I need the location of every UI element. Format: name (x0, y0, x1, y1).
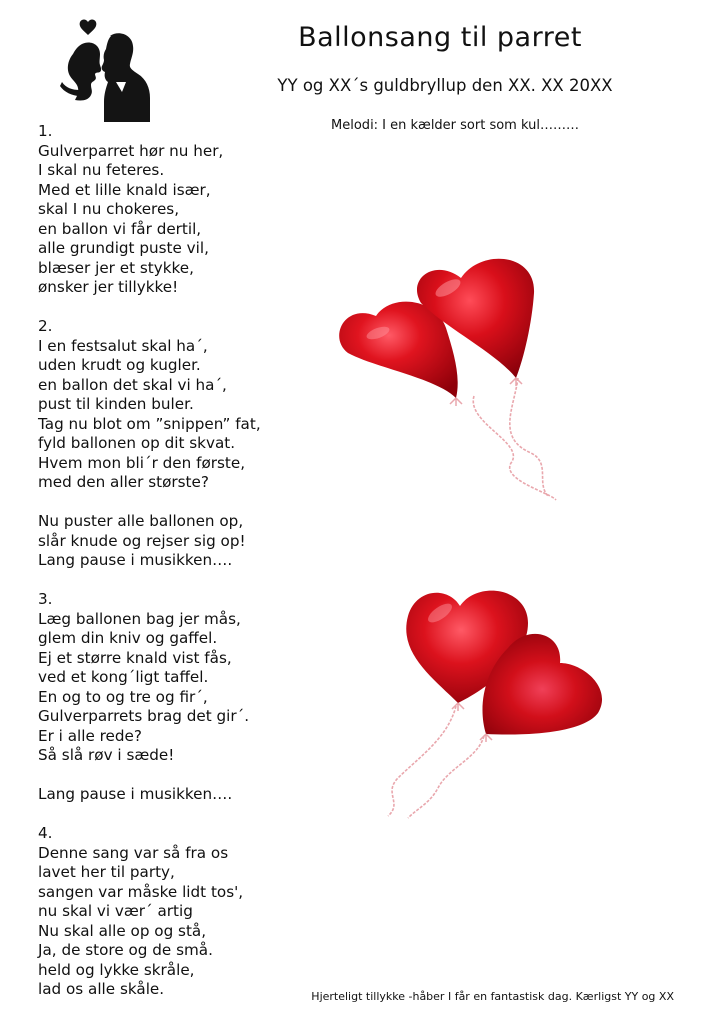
lyric-line: Ja, de store og de små. (38, 941, 213, 959)
lyric-line: Ej et større knald vist fås, (38, 648, 232, 667)
lyric-line: blæser jer et stykke, (38, 258, 194, 277)
lyrics-block (38, 122, 338, 1000)
stanza-gap (38, 571, 338, 591)
stanza-v2 (38, 317, 338, 493)
lyric-line: Tag nu blot om ”snippen” fat, (38, 414, 261, 433)
lyric-line: skal I nu chokeres, (38, 200, 180, 218)
stanza-v4 (38, 824, 338, 1000)
lyric-line: Nu puster alle ballonen op, (38, 512, 244, 530)
lyric-line: Lang pause i musikken…. (38, 785, 233, 803)
lyric-line: sangen var måske lidt tos', (38, 882, 244, 901)
heart-balloons-icon-2 (378, 578, 610, 820)
lyric-line: lavet her til party, (38, 863, 175, 881)
man-silhouette (102, 33, 150, 122)
page-title: Ballonsang til parret (298, 22, 582, 53)
lyric-line: Gulverparret hør nu her, (38, 141, 224, 160)
lyric-line: Lang pause i musikken…. (38, 551, 233, 569)
couple-silhouette-icon (52, 16, 152, 122)
lyric-line: uden krudt og kugler. (38, 356, 201, 374)
lyric-line: I skal nu feteres. (38, 161, 165, 179)
lyric-line: 4. (38, 824, 53, 842)
page-subtitle: YY og XX´s guldbryllup den XX. XX 20XX (277, 76, 613, 95)
lyric-line: 1. (38, 122, 53, 140)
lyric-line: lad os alle skåle. (38, 980, 165, 998)
lyric-line: en ballon vi får dertil, (38, 219, 202, 238)
lyric-line: en ballon det skal vi ha´, (38, 375, 227, 394)
melody-note: Melodi: I en kælder sort som kul……… (331, 118, 579, 133)
lyric-line: glem din kniv og gaffel. (38, 629, 218, 647)
lyric-line: Gulverparrets brag det gir´. (38, 707, 250, 725)
lyric-line: Læg ballonen bag jer mås, (38, 609, 241, 628)
footer-greeting: Hjerteligt tillykke -håber I får en fantastisk dag. Kærligst YY og XX (311, 990, 674, 1003)
lyric-line: Så slå røv i sæde! (38, 746, 175, 764)
lyric-line: 2. (38, 317, 53, 335)
lyric-line: nu skal vi vær´ artig (38, 902, 193, 920)
lyric-line: Hvem mon bli´r den første, (38, 453, 246, 472)
lyric-line: Denne sang var så fra os (38, 843, 229, 862)
stanza-gap (38, 805, 338, 825)
lyric-line: pust til kinden buler. (38, 395, 194, 413)
lyric-line: Med et lille knald især, (38, 180, 211, 199)
stanza-gap (38, 493, 338, 513)
heart-balloons-icon (336, 248, 566, 506)
stanza-v3 (38, 590, 338, 766)
stanza-gap (38, 298, 338, 318)
lyric-line: fyld ballonen op dit skvat. (38, 434, 236, 452)
stanza-gap (38, 766, 338, 786)
stanza-interlude1 (38, 512, 338, 571)
small-heart-icon (80, 19, 97, 35)
lyric-line: alle grundigt puste vil, (38, 239, 209, 257)
lyric-line: slår knude og rejser sig op! (38, 531, 246, 550)
lyric-line: En og to og tre og fir´, (38, 687, 208, 706)
lyric-line: Er i alle rede? (38, 726, 142, 745)
lyric-line: Nu skal alle op og stå, (38, 921, 207, 940)
stanza-interlude2 (38, 785, 338, 805)
stanza-v1 (38, 122, 338, 298)
lyric-line: ved et kong´ligt taffel. (38, 668, 209, 686)
lyric-line: I en festsalut skal ha´, (38, 336, 208, 355)
lyric-line: 3. (38, 590, 53, 608)
lyric-line: held og lykke skråle, (38, 960, 195, 979)
lyric-line: med den aller største? (38, 473, 209, 491)
lyric-line: ønsker jer tillykke! (38, 278, 179, 296)
